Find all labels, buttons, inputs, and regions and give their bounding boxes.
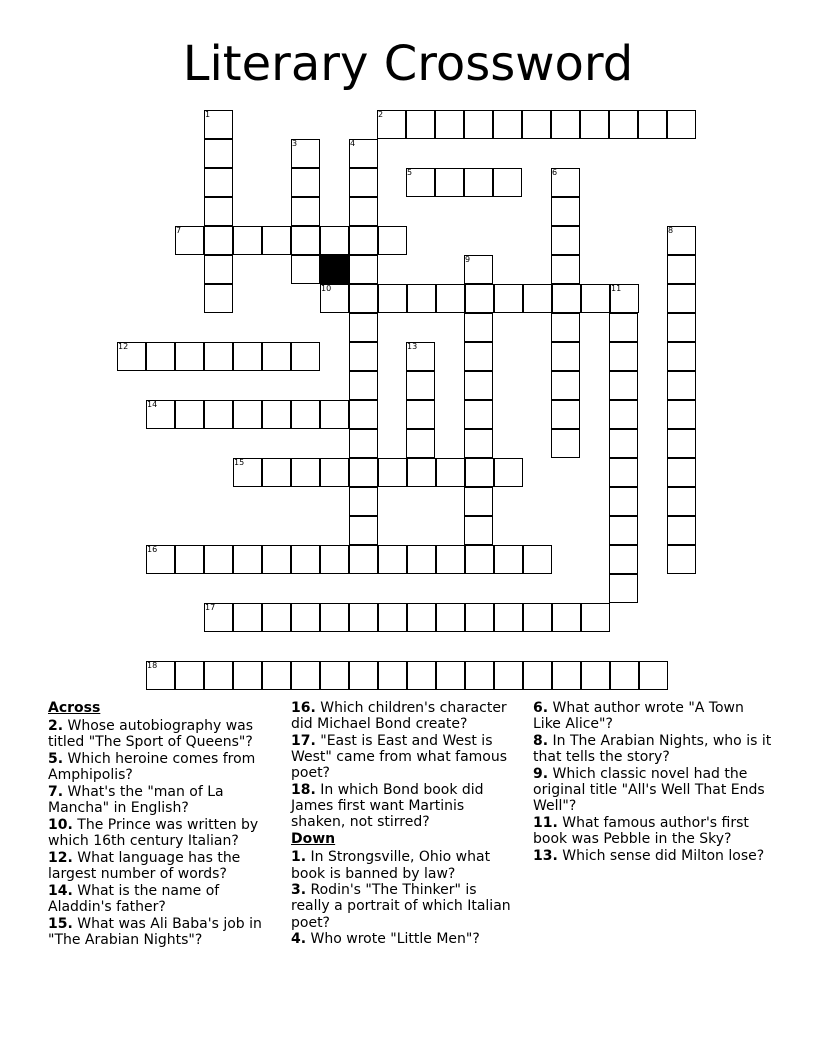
grid-cell[interactable] (146, 545, 175, 574)
grid-cell[interactable] (349, 516, 378, 545)
grid-cell[interactable] (667, 516, 696, 545)
grid-cell[interactable] (465, 603, 494, 632)
grid-cell[interactable] (522, 110, 551, 139)
grid-cell[interactable] (349, 458, 378, 487)
grid-cell[interactable] (233, 545, 262, 574)
grid-cell[interactable] (609, 342, 638, 371)
grid-cell[interactable] (233, 400, 262, 429)
clue-text: What's the "man of La Mancha" in English? (48, 784, 224, 817)
grid-cell[interactable] (262, 603, 291, 632)
clue-text: In Strongsville, Ohio what book is banned by law? (291, 849, 491, 882)
grid-cell[interactable] (175, 661, 204, 690)
grid-cell[interactable] (291, 255, 320, 284)
grid-cell[interactable] (523, 661, 552, 690)
grid-cell[interactable] (204, 661, 233, 690)
grid-cell[interactable] (204, 603, 233, 632)
grid-cell[interactable] (580, 110, 609, 139)
grid-cell[interactable] (435, 168, 464, 197)
clue-number: 17 (205, 603, 216, 612)
grid-cell[interactable] (406, 400, 435, 429)
grid-cell[interactable] (291, 342, 320, 371)
down-clue (291, 882, 519, 931)
grid-cell[interactable] (551, 313, 580, 342)
grid-cell[interactable] (349, 371, 378, 400)
across-clues-a (48, 718, 276, 948)
grid-cell[interactable] (609, 574, 638, 603)
clue-number: 17. (291, 732, 316, 749)
grid-cell[interactable] (291, 603, 320, 632)
grid-cell[interactable] (262, 400, 291, 429)
down-clue (533, 848, 773, 864)
clue-number: 7. (48, 784, 64, 801)
grid-cell[interactable] (146, 342, 175, 371)
grid-cell[interactable] (407, 545, 436, 574)
grid-cell[interactable] (349, 313, 378, 342)
clue-text: Which classic novel had the original title "All's Well That Ends Well"? (533, 765, 765, 815)
grid-cell[interactable] (494, 284, 523, 313)
grid-cell[interactable] (609, 400, 638, 429)
grid-cell[interactable] (465, 284, 494, 313)
grid-cell[interactable] (349, 168, 378, 197)
clue-text: Which children's character did Michael Bond create? (291, 700, 507, 733)
grid-cell[interactable] (291, 545, 320, 574)
grid-cell[interactable] (523, 603, 552, 632)
clue-number: 18. (291, 782, 316, 799)
clue-number: 4 (350, 139, 356, 148)
grid-cell[interactable] (204, 110, 233, 139)
grid-cell[interactable] (464, 371, 493, 400)
grid-cell[interactable] (175, 226, 204, 255)
grid-cell[interactable] (406, 342, 435, 371)
grid-cell[interactable] (638, 110, 667, 139)
across-clue (48, 850, 276, 882)
grid-cell[interactable] (436, 545, 465, 574)
grid-cell[interactable] (204, 545, 233, 574)
grid-cell[interactable] (464, 168, 493, 197)
grid-cell[interactable] (291, 197, 320, 226)
grid-cell[interactable] (551, 226, 580, 255)
grid-cell[interactable] (377, 110, 406, 139)
clue-number: 10 (321, 284, 332, 293)
grid-cell[interactable] (175, 342, 204, 371)
clue-text: Who wrote "Little Men"? (306, 931, 480, 948)
grid-cell[interactable] (551, 342, 580, 371)
grid-cell[interactable] (667, 226, 696, 255)
grid-cell[interactable] (407, 661, 436, 690)
grid-cell[interactable] (349, 429, 378, 458)
clue-number: 9 (465, 255, 471, 264)
clue-number: 6. (533, 700, 549, 716)
across-clue (48, 883, 276, 915)
grid-cell[interactable] (610, 284, 639, 313)
clue-text: Which sense did Milton lose? (557, 847, 765, 864)
clue-number: 8 (668, 226, 674, 235)
grid-cell[interactable] (320, 284, 349, 313)
clue-text: In The Arabian Nights, who is it that tells the story? (533, 732, 772, 766)
clue-number: 11 (611, 284, 622, 293)
grid-cell[interactable] (378, 545, 407, 574)
grid-cell[interactable] (436, 458, 465, 487)
grid-cell[interactable] (349, 197, 378, 226)
grid-cell[interactable] (406, 110, 435, 139)
grid-cell[interactable] (204, 168, 233, 197)
down-clue (291, 849, 519, 881)
grid-cell[interactable] (175, 400, 204, 429)
grid-cell[interactable] (407, 458, 436, 487)
down-clue (533, 815, 773, 847)
grid-cell[interactable] (610, 661, 639, 690)
clue-number: 13 (407, 342, 418, 351)
across-clue (48, 916, 276, 948)
clue-number: 5 (407, 168, 413, 177)
clues-column-1 (48, 700, 276, 949)
grid-cell[interactable] (262, 458, 291, 487)
clue-number: 6 (552, 168, 558, 177)
grid-cell[interactable] (609, 516, 638, 545)
grid-cell[interactable] (581, 284, 610, 313)
grid-cell[interactable] (464, 516, 493, 545)
grid-cell[interactable] (204, 284, 233, 313)
grid-cell[interactable] (609, 313, 638, 342)
clue-number: 3. (291, 882, 307, 899)
page-title: Literary Crossword (182, 36, 634, 92)
clue-text: What language has the largest number of words? (48, 849, 241, 883)
grid-cell[interactable] (406, 429, 435, 458)
grid-cell[interactable] (667, 284, 696, 313)
grid-cell[interactable] (436, 284, 465, 313)
down-clue (533, 700, 773, 732)
clue-number: 1 (205, 110, 211, 119)
grid-cell[interactable] (667, 487, 696, 516)
grid-cell[interactable] (233, 458, 262, 487)
clue-text: The Prince was written by which 16th century Italian? (48, 816, 259, 850)
grid-cell[interactable] (349, 661, 378, 690)
grid-cell[interactable] (464, 429, 493, 458)
grid-cell[interactable] (320, 661, 349, 690)
grid-cell[interactable] (523, 284, 552, 313)
clue-text: Which heroine comes from Amphipolis? (48, 751, 256, 784)
grid-cell[interactable] (204, 139, 233, 168)
grid-cell[interactable] (609, 110, 638, 139)
down-clue (533, 733, 773, 765)
grid-cell[interactable] (464, 487, 493, 516)
across-clue (291, 733, 519, 782)
grid-cell[interactable] (175, 545, 204, 574)
grid-cell[interactable] (291, 458, 320, 487)
clue-number: 16 (147, 545, 158, 554)
grid-cell[interactable] (523, 545, 552, 574)
across-clue (48, 718, 276, 750)
grid-cell[interactable] (609, 371, 638, 400)
clue-number: 14. (48, 882, 73, 899)
grid-cell[interactable] (494, 603, 523, 632)
clue-number: 8. (533, 732, 549, 749)
clue-text: What author wrote "A Town Like Alice"? (533, 700, 744, 733)
grid-cell[interactable] (291, 661, 320, 690)
grid-cell[interactable] (204, 400, 233, 429)
grid-cell[interactable] (349, 342, 378, 371)
clue-number: 5. (48, 751, 64, 768)
grid-cell[interactable] (493, 168, 522, 197)
clue-text: What was Ali Baba's job in "The Arabian Nights"? (48, 915, 262, 948)
clue-number: 12 (118, 342, 129, 351)
grid-cell[interactable] (407, 284, 436, 313)
grid-cell[interactable] (464, 313, 493, 342)
clue-number: 14 (147, 400, 158, 409)
clue-number: 1. (291, 849, 307, 866)
across-heading: Across (48, 700, 101, 716)
grid-cell[interactable] (551, 110, 580, 139)
grid-cell[interactable] (349, 226, 378, 255)
grid-cell[interactable] (233, 603, 262, 632)
clue-number: 18 (147, 661, 158, 670)
clue-number: 3 (292, 139, 298, 148)
down-heading: Down (291, 831, 336, 848)
grid-cell[interactable] (291, 168, 320, 197)
grid-cell[interactable] (667, 400, 696, 429)
grid-cell[interactable] (204, 226, 233, 255)
grid-cell[interactable] (667, 110, 696, 139)
clues-column-3 (533, 700, 773, 865)
clue-text: "East is East and West is West" came from what famous poet? (291, 732, 508, 782)
grid-cell[interactable] (349, 255, 378, 284)
grid-cell[interactable] (378, 458, 407, 487)
grid-cell[interactable] (204, 197, 233, 226)
grid-cell[interactable] (262, 226, 291, 255)
across-clue (291, 700, 519, 732)
clue-number: 2 (378, 110, 384, 119)
grid-cell[interactable] (262, 661, 291, 690)
clue-text: Whose autobiography was titled "The Sport of Queens"? (48, 718, 254, 751)
clue-text: Rodin's "The Thinker" is really a portrait of which Italian poet? (291, 882, 511, 931)
grid-cell[interactable] (667, 255, 696, 284)
grid-cell[interactable] (378, 603, 407, 632)
across-clue (48, 784, 276, 816)
clue-number: 16. (291, 700, 316, 716)
grid-cell[interactable] (291, 139, 320, 168)
grid-cell[interactable] (435, 110, 464, 139)
clue-text: What is the name of Aladdin's father? (48, 882, 220, 915)
grid-cell[interactable] (262, 342, 291, 371)
grid-cell[interactable] (494, 661, 523, 690)
grid-cell[interactable] (465, 661, 494, 690)
grid-cell[interactable] (552, 284, 581, 313)
grid-cell[interactable] (406, 168, 435, 197)
clue-number: 13. (533, 847, 558, 864)
grid-cell[interactable] (464, 255, 493, 284)
clue-text: What famous author's first book was Pebble in the Sky? (533, 814, 749, 848)
grid-cell[interactable] (378, 284, 407, 313)
grid-cell[interactable] (551, 255, 580, 284)
grid-cell[interactable] (465, 545, 494, 574)
grid-cell[interactable] (204, 255, 233, 284)
black-cell (320, 255, 349, 284)
grid-cell[interactable] (667, 313, 696, 342)
grid-cell[interactable] (349, 487, 378, 516)
grid-cell[interactable] (349, 400, 378, 429)
grid-cell[interactable] (609, 545, 638, 574)
grid-cell[interactable] (406, 371, 435, 400)
grid-cell[interactable] (320, 545, 349, 574)
grid-cell[interactable] (551, 371, 580, 400)
clue-number: 4. (291, 931, 307, 948)
grid-cell[interactable] (436, 661, 465, 690)
clue-number: 15. (48, 915, 73, 932)
grid-cell[interactable] (378, 661, 407, 690)
grid-cell[interactable] (233, 661, 262, 690)
grid-cell[interactable] (146, 400, 175, 429)
grid-cell[interactable] (320, 458, 349, 487)
grid-cell[interactable] (552, 661, 581, 690)
grid-cell[interactable] (291, 226, 320, 255)
grid-cell[interactable] (581, 603, 610, 632)
down-clue (291, 931, 519, 947)
grid-cell[interactable] (639, 661, 668, 690)
clue-number: 9. (533, 765, 549, 782)
grid-cell[interactable] (494, 545, 523, 574)
grid-cell[interactable] (493, 110, 522, 139)
grid-cell[interactable] (552, 603, 581, 632)
grid-cell[interactable] (407, 603, 436, 632)
grid-cell[interactable] (551, 400, 580, 429)
grid-cell[interactable] (320, 400, 349, 429)
grid-cell[interactable] (667, 371, 696, 400)
grid-cell[interactable] (551, 168, 580, 197)
across-clue (48, 751, 276, 783)
clue-number: 15 (234, 458, 245, 467)
grid-cell[interactable] (204, 342, 233, 371)
grid-cell[interactable] (349, 603, 378, 632)
grid-cell[interactable] (291, 400, 320, 429)
grid-cell[interactable] (146, 661, 175, 690)
grid-cell[interactable] (349, 139, 378, 168)
grid-cell[interactable] (233, 226, 262, 255)
clue-number: 12. (48, 849, 73, 866)
grid-cell[interactable] (667, 458, 696, 487)
clue-number: 7 (176, 226, 182, 235)
grid-cell[interactable] (320, 603, 349, 632)
grid-cell[interactable] (609, 429, 638, 458)
grid-cell[interactable] (262, 545, 291, 574)
grid-cell[interactable] (667, 429, 696, 458)
clues-column-2 (291, 700, 519, 948)
grid-cell[interactable] (551, 197, 580, 226)
grid-cell[interactable] (609, 458, 638, 487)
across-clue (291, 782, 519, 831)
clue-text: In which Bond book did James first want Martinis shaken, not stirred? (291, 782, 484, 831)
grid-cell[interactable] (551, 429, 580, 458)
grid-cell[interactable] (320, 226, 349, 255)
grid-cell[interactable] (609, 487, 638, 516)
down-clue (533, 766, 773, 815)
grid-cell[interactable] (667, 342, 696, 371)
grid-cell[interactable] (465, 458, 494, 487)
grid-cell[interactable] (464, 110, 493, 139)
across-clue (48, 817, 276, 849)
clue-number: 2. (48, 718, 64, 735)
clue-number: 10. (48, 816, 73, 833)
clue-number: 11. (533, 814, 558, 831)
grid-cell[interactable] (117, 342, 146, 371)
grid-cell[interactable] (378, 226, 407, 255)
grid-cell[interactable] (581, 661, 610, 690)
grid-cell[interactable] (436, 603, 465, 632)
grid-cell[interactable] (464, 342, 493, 371)
grid-cell[interactable] (464, 400, 493, 429)
grid-cell[interactable] (349, 284, 378, 313)
grid-cell[interactable] (667, 545, 696, 574)
grid-cell[interactable] (233, 342, 262, 371)
grid-cell[interactable] (349, 545, 378, 574)
grid-cell[interactable] (494, 458, 523, 487)
